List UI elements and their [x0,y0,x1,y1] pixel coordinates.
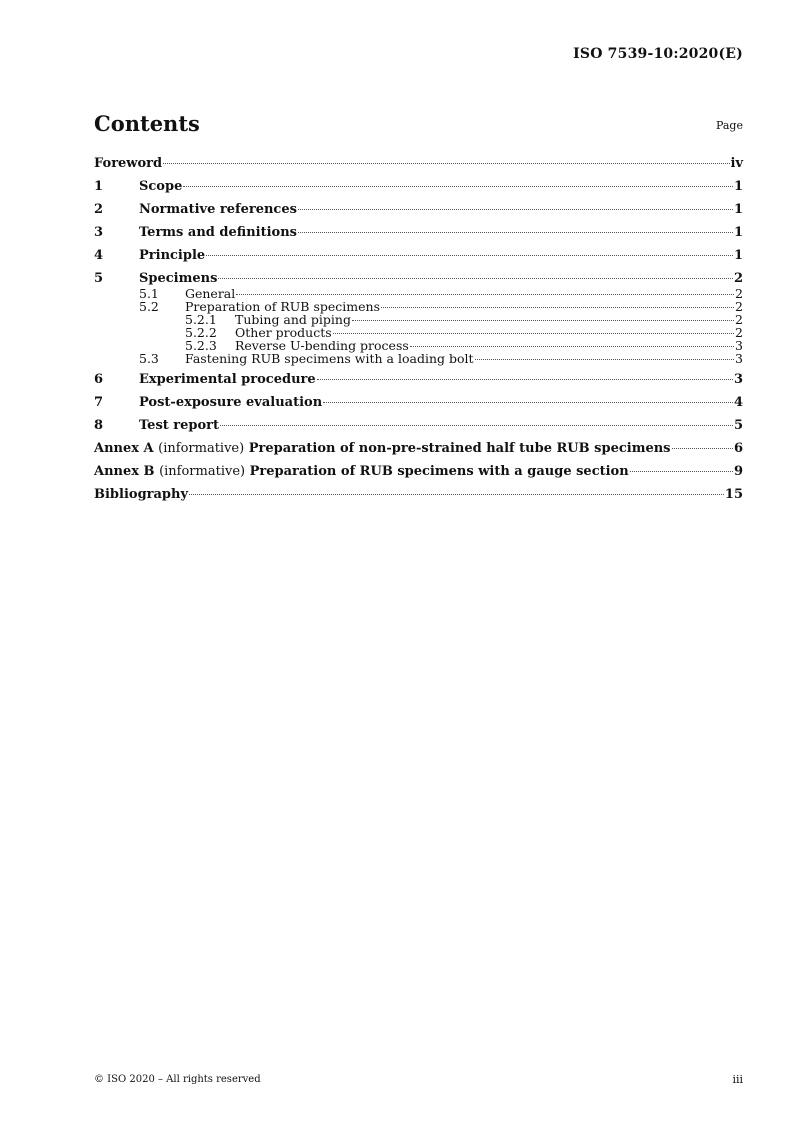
toc-entry-page: 3 [735,351,743,366]
toc-entry-bibliography[interactable] [94,487,743,503]
standard-identifier: ISO 7539-10:2020(E) [573,46,743,62]
dot-leader [317,379,733,380]
dot-leader [323,402,733,403]
toc-entry-annex-a[interactable] [94,441,743,457]
toc-entry-title: Other products [235,325,332,340]
toc-entry-page: 2 [735,325,743,340]
toc-entry-number: 6 [94,372,104,387]
toc-entry-page: 2 [733,271,743,286]
toc-entry-title: Experimental procedure [139,372,316,387]
dot-leader [298,209,733,210]
toc-entry-title: Terms and definitions [139,225,297,240]
toc-entry-title: Post-exposure evaluation [139,395,323,410]
toc-entry-title: Normative references [139,202,297,217]
table-of-contents [94,156,743,503]
toc-entry-page: 1 [733,202,743,217]
toc-entry-number: 2 [94,202,104,217]
toc-entry-page: 9 [733,464,743,479]
dot-leader [630,471,733,472]
dot-leader [183,186,733,187]
toc-entry-number: 5.3 [139,351,159,366]
page-column-label: Page [715,119,743,132]
toc-entry-title: Scope [139,179,183,194]
toc-entry-normative-references[interactable] [94,202,743,218]
dot-leader [410,346,734,347]
dot-leader [672,448,733,449]
toc-entry-page: 2 [735,286,743,301]
toc-entry-page: 15 [724,487,743,502]
copyright-notice: © ISO 2020 – All rights reserved [94,1074,261,1085]
dot-leader [475,359,735,360]
toc-entry-number: 5.2.2 [185,325,217,340]
toc-entry-test-report[interactable] [94,418,743,434]
toc-entry-number: 3 [94,225,104,240]
toc-entry-title: Preparation of RUB specimens [185,299,380,314]
toc-entry-annex-label: Annex A [94,441,154,456]
toc-entry-page: 3 [735,338,743,353]
toc-entry-page: 6 [733,441,743,456]
toc-entry-scope[interactable] [94,179,743,195]
toc-entry-experimental-procedure[interactable] [94,372,743,388]
toc-entry-title: Fastening RUB specimens with a loading bolt [185,351,474,366]
toc-entry-number: 5.2.1 [185,312,217,327]
toc-entry-number: 8 [94,418,104,433]
dot-leader [298,232,733,233]
toc-entry-page: 2 [735,312,743,327]
toc-entry-title: Test report [139,418,220,433]
toc-entry-number: 7 [94,395,104,410]
toc-entry-annex-type: (informative) [159,464,246,479]
toc-entry-annex-b[interactable] [94,464,743,480]
page-title: Contents [94,111,200,136]
toc-entry-annex-label: Annex B [94,464,155,479]
toc-entry-page: 1 [733,225,743,240]
toc-entry-fastening-rub-specimens[interactable] [94,352,743,365]
toc-entry-page: 1 [733,179,743,194]
dot-leader [218,278,733,279]
toc-entry-page: iv [730,156,743,171]
toc-entry-number: 5.1 [139,286,159,301]
toc-entry-number: 5 [94,271,104,286]
dot-leader [220,425,733,426]
toc-entry-page: 1 [733,248,743,263]
toc-entry-title: General [185,286,236,301]
toc-entry-title: Preparation of non-pre-strained half tube RUB specimens [248,441,671,456]
toc-entry-post-exposure-evaluation[interactable] [94,395,743,411]
dot-leader [381,307,734,308]
toc-entry-number: 4 [94,248,104,263]
toc-entry-number: 1 [94,179,104,194]
toc-entry-specimens[interactable] [94,271,743,287]
dot-leader [333,333,734,334]
toc-entry-number: 5.2 [139,299,159,314]
toc-entry-page: 4 [733,395,743,410]
toc-entry-title: Bibliography [94,487,189,502]
dot-leader [163,163,729,164]
toc-entry-principle[interactable] [94,248,743,264]
dot-leader [236,294,734,295]
toc-entry-page: 3 [733,372,743,387]
toc-entry-title: Principle [139,248,206,263]
toc-entry-title: Specimens [139,271,218,286]
toc-entry-number: 5.2.3 [185,338,217,353]
toc-entry-page: 5 [733,418,743,433]
toc-entry-page: 2 [735,299,743,314]
dot-leader [189,494,724,495]
toc-entry-title: Preparation of RUB specimens with a gauge section [249,464,629,479]
dot-leader [206,255,733,256]
toc-entry-title: Foreword [94,156,163,171]
toc-entry-title: Reverse U-bending process [235,338,409,353]
dot-leader [352,320,734,321]
toc-entry-title: Tubing and piping [235,312,351,327]
toc-entry-annex-type: (informative) [158,441,245,456]
toc-entry-foreword[interactable] [94,156,743,172]
toc-entry-terms-and-definitions[interactable] [94,225,743,241]
page-number: iii [732,1073,743,1086]
